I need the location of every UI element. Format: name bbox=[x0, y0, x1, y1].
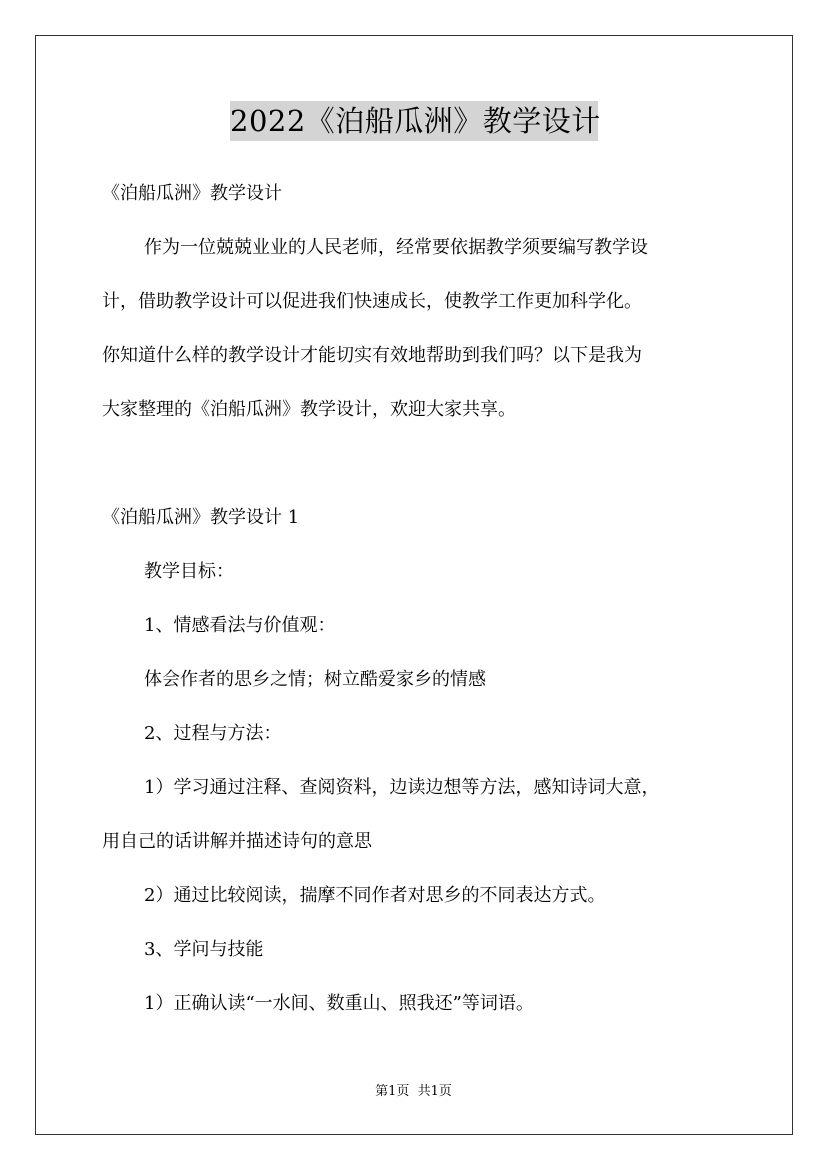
body-line-6: 用自己的话讲解并描述诗句的意思 bbox=[102, 831, 372, 852]
intro-line-2: 计，借助教学设计可以促进我们快速成长，使教学工作更加科学化。 bbox=[102, 291, 642, 312]
page-footer: 第1页 共1页 bbox=[375, 1084, 452, 1099]
body-line-2: 1、情感看法与价值观： bbox=[144, 615, 336, 636]
body-line-5: 1）学习通过注释、查阅资料，边读边想等方法，感知诗词大意， bbox=[144, 777, 660, 798]
body-line-9: 1）正确认读“一水间、数重山、照我还”等词语。 bbox=[144, 993, 534, 1014]
intro-line-3: 你知道什么样的教学设计才能切实有效地帮助到我们吗？以下是我为 bbox=[102, 345, 642, 366]
intro-line-4: 大家整理的《泊船瓜洲》教学设计，欢迎大家共享。 bbox=[102, 399, 516, 420]
body-line-1: 教学目标： bbox=[144, 561, 234, 582]
document-subtitle: 《泊船瓜洲》教学设计 bbox=[102, 183, 282, 204]
body-line-7: 2）通过比较阅读，揣摩不同作者对思乡的不同表达方式。 bbox=[144, 885, 606, 906]
body-line-8: 3、学问与技能 bbox=[144, 939, 264, 960]
body-line-4: 2、过程与方法： bbox=[144, 723, 282, 744]
intro-line-1: 作为一位兢兢业业的人民老师，经常要依据教学须要编写教学设 bbox=[144, 237, 648, 258]
body-line-3: 体会作者的思乡之情；树立酷爱家乡的情感 bbox=[144, 669, 486, 690]
section-heading: 《泊船瓜洲》教学设计 1 bbox=[102, 507, 300, 528]
document-title: 2022《泊船瓜洲》教学设计 bbox=[230, 101, 598, 141]
